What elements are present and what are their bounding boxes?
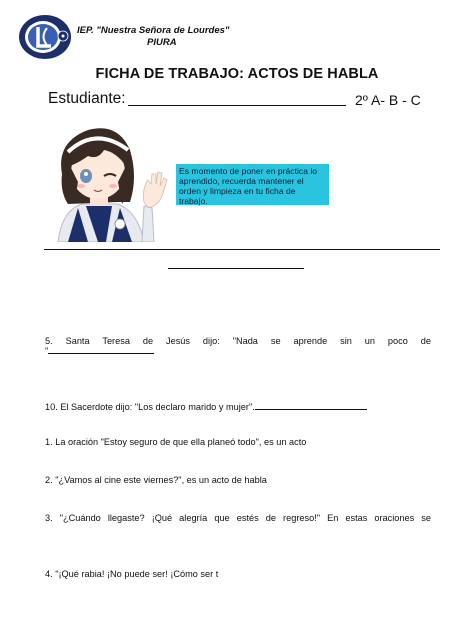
waving-girl-illustration: [48, 122, 170, 242]
question-5: 5. Santa Teresa de Jesús dijo: "Nada se aprende sin un poco de: [45, 336, 431, 346]
question-5-blank-row: ": [45, 346, 154, 356]
question-10-text: 10. El Sacerdote dijo: "Los declaro marido y mujer".: [45, 402, 255, 412]
question-4: 4. "¡Qué rabia! ¡No puede ser! ¡Cómo ser t: [45, 569, 219, 579]
question-5-blank[interactable]: [48, 353, 154, 354]
question-10-blank[interactable]: [255, 409, 367, 410]
student-name-line[interactable]: [128, 105, 346, 106]
school-city: PIURA: [147, 37, 177, 48]
speech-bubble: Es momento de poner en práctica lo aprendido, recuerda mantener el orden y limpieza en tu ficha de trabajo.: [176, 164, 329, 205]
student-label: Estudiante:: [48, 90, 126, 107]
school-header: [77, 25, 229, 49]
school-name: IEP. "Nuestra Señora de Lourdes": [77, 25, 230, 36]
question-2: 2. "¿Vamos al cine este viernes?", es un acto de habla: [45, 475, 267, 485]
question-10: [45, 401, 431, 414]
school-logo: [18, 14, 72, 60]
page-title: FICHA DE TRABAJO: ACTOS DE HABLA: [95, 66, 379, 82]
question-1: 1. La oración "Estoy seguro de que ella planeó todo", es un acto: [45, 437, 307, 447]
divider-line-short: [168, 268, 304, 269]
divider-line: [44, 249, 440, 250]
question-3: 3. "¿Cuándo llegaste? ¡Qué alegría que estés de regreso!" En estas oraciones se: [45, 513, 431, 523]
grade-label: 2º A- B - C: [355, 92, 421, 108]
